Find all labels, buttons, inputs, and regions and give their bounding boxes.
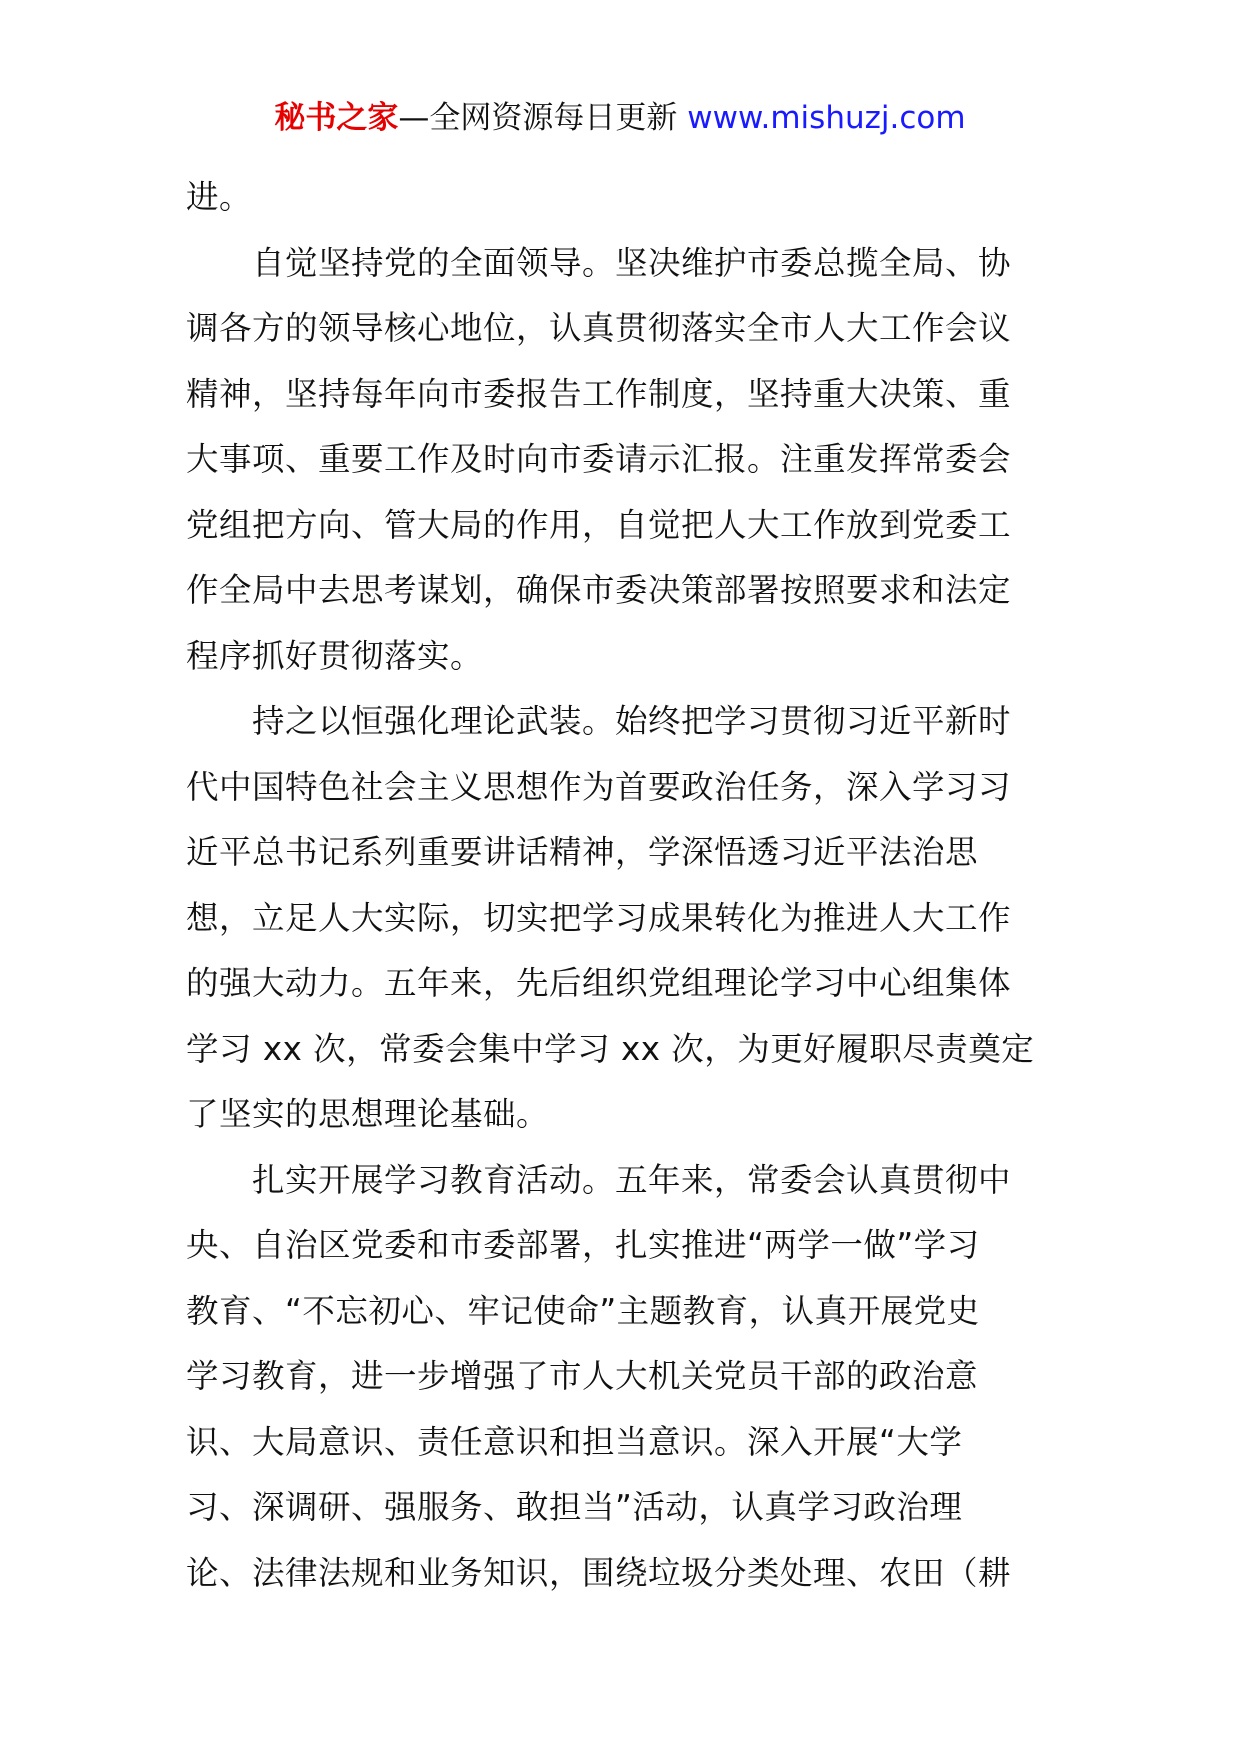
site-url-link[interactable]: www.mishuzj.com xyxy=(687,100,966,136)
text-line: 学习教育，进一步增强了市人大机关党员干部的政治意 xyxy=(186,1357,979,1395)
text-line: 教育、“不忘初心、牢记使命”主题教育，认真开展党史 xyxy=(186,1291,980,1330)
text-line: 想，立足人大实际，切实把学习成果转化为推进人大工作 xyxy=(186,898,1012,937)
text-line: 持之以恒强化理论武装。始终把学习贯彻习近平新时 xyxy=(186,702,1012,740)
site-tagline: —全网资源每日更新 xyxy=(398,100,688,136)
text-line: 扎实开展学习教育活动。五年来，常委会认真贯彻中 xyxy=(186,1160,1012,1199)
text-line: 作全局中去思考谋划，确保市委决策部署按照要求和法定 xyxy=(186,571,1012,609)
text-line: 的强大动力。五年来，先后组织党组理论学习中心组集体 xyxy=(186,964,1012,1002)
text-line: 大事项、重要工作及时向市委请示汇报。注重发挥常委会 xyxy=(186,440,1012,478)
text-line: 论、法律法规和业务知识，围绕垃圾分类处理、农田（耕 xyxy=(186,1553,1012,1592)
text-line: 进。 xyxy=(186,178,253,216)
document-body xyxy=(186,165,1056,1606)
text-line: 了坚实的思想理论基础。 xyxy=(186,1095,550,1133)
text-line: 党组把方向、管大局的作用，自觉把人大工作放到党委工 xyxy=(186,505,1012,544)
text-line: 精神，坚持每年向市委报告工作制度，坚持重大决策、重 xyxy=(186,374,1012,413)
site-brand: 秘书之家 xyxy=(274,100,399,136)
text-line: 自觉坚持党的全面领导。坚决维护市委总揽全局、协 xyxy=(186,243,1012,282)
text-line: 程序抓好贯彻落实。 xyxy=(186,636,484,675)
text-line: 学习 xx 次，常委会集中学习 xx 次，为更好履职尽责奠定 xyxy=(186,1029,1035,1068)
site-header xyxy=(0,98,1240,138)
text-line: 央、自治区党委和市委部署，扎实推进“两学一做”学习 xyxy=(186,1226,980,1264)
text-line: 调各方的领导核心地位，认真贯彻落实全市人大工作会议 xyxy=(186,309,1012,347)
text-line: 识、大局意识、责任意识和担当意识。深入开展“大学 xyxy=(186,1422,963,1461)
text-line: 习、深调研、强服务、敢担当”活动，认真学习政治理 xyxy=(186,1488,963,1526)
text-line: 近平总书记系列重要讲话精神，学深悟透习近平法治思 xyxy=(186,833,979,871)
text-line: 代中国特色社会主义思想作为首要政治任务，深入学习习 xyxy=(186,767,1012,806)
